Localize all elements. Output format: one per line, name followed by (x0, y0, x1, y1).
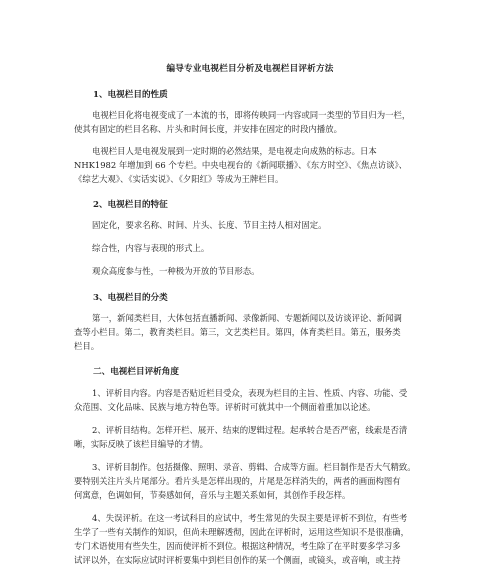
section-heading-features: 2、电视栏目的特征 (93, 200, 168, 210)
text-line: 何寓意，色调如何，节奏感如何，音乐与主题关系如何，其创作手段怎样。 (74, 490, 351, 500)
text-line: 使其有固定的栏目名称、片头和时间长度，并安排在固定的时段内播放。 (74, 124, 342, 134)
text-line: 要特别关注片头片尾部分。看片头是怎样出现的，片尾是怎样消失的，两者的画面构图有 (74, 476, 401, 486)
section-heading-evaluation: 二、电视栏目评析角度 (93, 367, 179, 377)
text-line: 电视栏目人是电视发展到一定时期的必然结果，是电视走向成熟的标志。日本 (92, 146, 377, 156)
paragraph (74, 108, 430, 136)
paragraph (74, 511, 430, 565)
paragraph (74, 144, 430, 186)
text-line: 栏目。 (74, 341, 100, 351)
paragraph (74, 241, 430, 255)
text-line: 试评以外，在实际应试时评析要集中到栏目创作的某一个侧面，或镜头，或音响，或主持 (74, 555, 401, 565)
paragraph (74, 423, 430, 451)
document-title: 编导专业电视栏目分析及电视栏目评析方法 (166, 64, 334, 74)
text-line: NHK1982 年增加到 66 个专栏。中央电视台的《新闻联播》、《东方时空》、《焦点访谈》、 (74, 160, 407, 170)
text-line: 第一，新闻类栏目，大体包括直播新闻、录像新闻、专题新闻以及访谈评论、新闻调 (92, 313, 402, 323)
text-line: 固定化，要求名称、时间、片头、长度、节目主持人相对固定。 (92, 220, 327, 230)
paragraph (74, 218, 430, 232)
text-line: 2、评析目结构。怎样开栏、展开、结束的逻辑过程。起承转合是否严密，线索是否清 (92, 425, 408, 435)
text-line: 专门术语使用有些失生，因而使评析不到位。根据这种情况，考生除了在平时要多学习多 (74, 541, 401, 551)
paragraph (74, 311, 430, 353)
paragraph (74, 460, 430, 502)
text-line: 晰，实际反映了该栏目编导的才情。 (74, 439, 208, 449)
paragraph (74, 386, 430, 414)
text-line: 观众高度参与性，一种极为开放的节目形态。 (92, 266, 260, 276)
text-line: 众范围、文化品味、民族与地方特色等。评析时可就其中一个侧面着重加以论述。 (74, 402, 376, 412)
text-line: 电视栏目化将电视变成了一本流的书，即将传映同一内容或同一类型的节目归为一栏， (92, 110, 411, 120)
text-line: 综合性，内容与表现的形式上。 (92, 243, 210, 253)
text-line: 生学了一些有关制作的知识，但尚未理解透彻，因此在评析时，运用这些知识不是很准确， (74, 527, 409, 537)
text-line: 3、评析目制作。包括摄像、照明、录音、剪辑、合成等方面。栏目制作是否大气精致。 (92, 462, 416, 472)
section-heading-nature: 1、电视栏目的性质 (93, 90, 168, 100)
text-line: 1、评析目内容。内容是否贴近栏目受众，表现为栏目的主旨、性质、内容、功能、受 (92, 388, 408, 398)
paragraph (74, 264, 430, 278)
section-heading-categories: 3、电视栏目的分类 (93, 293, 168, 303)
text-line: 查等小栏目。第二，教育类栏目。第三，文艺类栏目。第四，体育类栏目。第五，服务类 (74, 327, 401, 337)
text-line: 4、失误评析。在这一考试科目的应试中，考生常见的失误主要是评析不到位，有些考 (92, 513, 408, 523)
text-line: 《综艺大观》、《实话实说》、《夕阳红》等成为王牌栏目。 (74, 174, 284, 184)
